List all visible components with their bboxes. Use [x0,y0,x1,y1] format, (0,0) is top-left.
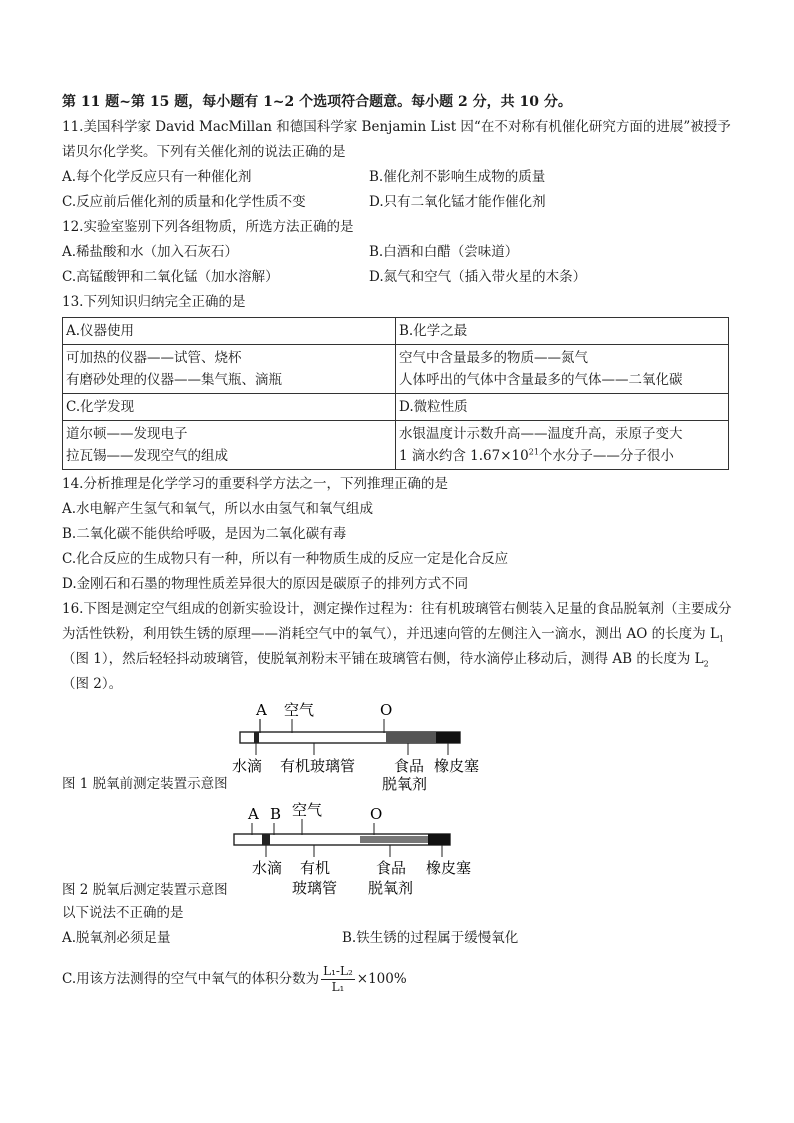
q13-cell-b-body [396,345,729,394]
q13-d-item1: 水银温度计示数升高——温度升高，汞原子变大 [399,426,683,442]
figure-1-apparatus [230,701,540,793]
fig1-label-o: O [380,701,393,719]
q12-options-row2 [62,265,732,290]
fig1-label-water: 水滴 [232,757,263,775]
q11-option-c: C.反应前后催化剂的质量和化学性质不变 [62,194,306,210]
q16-option-c [62,959,732,999]
q13-d-item2 [399,445,725,467]
q11-stem-line1: 11.美国科学家 David MacMillan 和德国科学家 Benjamin List 因“在不对称有机催化研究方面的进展”被授予 [62,119,731,135]
q12-option-a: A.稀盐酸和水（加入石灰石） [62,244,239,260]
q16-option-b: B.铁生锈的过程属于缓慢氧化 [342,930,519,946]
q13-cell-c-body [63,421,396,470]
fig1-label-deox: 脱氧剂 [382,775,428,793]
q11-options-row1 [62,165,732,190]
q13-d-item2-exponent: 21 [528,447,539,457]
q14-option-b: B.二氧化碳不能供给呼吸，是因为二氧化碳有毒 [62,526,347,542]
fig1-label-a: A [256,701,267,719]
q16-fraction-denominator: L₁ [331,980,345,994]
q14-stem: 14.分析推理是化学学习的重要科学方法之一，下列推理正确的是 [62,476,448,492]
question-12 [62,215,732,290]
q13-d-item2-text: 1 滴水约含 1.67×10 [399,448,529,464]
figure-2-row [62,795,732,901]
fig2-label-o: O [370,805,383,823]
fig2-label-water: 水滴 [252,859,283,877]
q16-option-c-text: C.用该方法测得的空气中氧气的体积分数为 [62,971,320,987]
q13-a-item2: 有磨砂处理的仪器——集气瓶、滴瓶 [66,372,282,388]
fig1-label-air: 空气 [284,701,315,719]
q13-cell-a-body [63,345,396,394]
q16-stem-part1: 16.下图是测定空气组成的创新实验设计，测定操作过程为：往有机玻璃管右侧装入足量的食品脱氧剂（主要成分为活性铁粉，利用铁生锈的原理——消耗空气中的氧气），并迅速向管的左侧注入一滴水，测出 AO 的长度为 L [62,601,732,642]
q16-ask: 以下说法不正确的是 [62,905,184,921]
fig2-label-air: 空气 [292,801,323,819]
fig2-label-a: A [248,805,259,823]
q16-sub-2: 2 [703,659,709,669]
question-14 [62,472,732,597]
figure-1-caption: 图 1 脱氧前测定装置示意图 [62,776,228,792]
q16-fraction-numerator: L₁-L₂ [323,964,353,978]
fig2-rubber-plug [428,834,450,845]
q13-knowledge-table [62,317,729,470]
q16-option-a: A.脱氧剂必须足量 [62,930,171,946]
question-16 [62,597,732,999]
q12-option-c: C.高锰酸钾和二氧化锰（加水溶解） [62,269,279,285]
fig2-water-drop [262,834,270,845]
q13-cell-a-head [63,318,396,345]
fig2-label-b: B [270,805,282,823]
q13-cell-d-body [396,421,729,470]
q11-option-d: D.只有二氧化锰才能作催化剂 [369,194,546,210]
q13-stem: 13.下列知识归纳完全正确的是 [62,294,246,310]
fig2-label-tube1: 有机 [300,859,331,877]
q13-d-item2-rest: 个水分子——分子很小 [538,448,674,464]
q11-options-row2 [62,190,732,215]
q13-cell-c-head [63,394,396,421]
q16-fraction [321,964,355,995]
fig2-label-tube2: 玻璃管 [292,879,338,897]
question-13 [62,290,732,470]
q13-a-item1: 可加热的仪器——试管、烧杯 [66,350,242,366]
fig2-label-food: 食品 [376,859,407,877]
figure-1-row [62,697,732,795]
q11-option-b: B.催化剂不影响生成物的质量 [369,169,546,185]
q16-stem [62,597,732,697]
q13-b-item1: 空气中含量最多的物质——氮气 [399,350,588,366]
fig1-water-drop [254,732,259,743]
q14-option-c: C.化合反应的生成物只有一种，所以有一种物质生成的反应一定是化合反应 [62,551,509,567]
q14-option-d: D.金刚石和石墨的物理性质差异很大的原因是碳原子的排列方式不同 [62,576,469,592]
q13-a-head: A.仪器使用 [66,323,135,339]
q11-option-a: A.每个化学反应只有一种催化剂 [62,169,252,185]
q11-stem-line2: 诺贝尔化学奖。下列有关催化剂的说法正确的是 [62,144,346,160]
q13-c-head: C.化学发现 [66,399,135,415]
q13-cell-b-head [396,318,729,345]
exam-page [62,90,732,999]
q16-stem-part2: （图 1），然后轻轻抖动玻璃管，使脱氧剂粉末平铺在玻璃管右侧，待水滴停止移动后，测得 AB 的长度为 L [62,651,704,667]
q12-option-b: B.白酒和白醋（尝味道） [369,244,519,260]
q13-d-head: D.微粒性质 [399,399,468,415]
question-11 [62,115,732,215]
fig1-label-plug: 橡皮塞 [434,757,480,775]
q16-sub-1: 1 [718,634,724,644]
q16-option-c-percent: ×100% [356,971,407,987]
q12-options-row1 [62,240,732,265]
q13-c-item1: 道尔顿——发现电子 [66,426,188,442]
q12-option-d: D.氮气和空气（插入带火星的木条） [369,269,587,285]
fig1-label-food: 食品 [394,757,425,775]
q16-stem-part3: （图 2）。 [62,676,123,692]
fig1-rubber-plug [436,732,460,743]
fig1-label-tube: 有机玻璃管 [280,757,356,775]
q16-options-row1 [62,926,732,951]
fig2-label-deox: 脱氧剂 [368,879,414,897]
q14-option-a: A.水电解产生氢气和氧气，所以水由氢气和氧气组成 [62,501,374,517]
section-header: 第 11 题~第 15 题，每小题有 1~2 个选项符合题意。每小题 2 分，共 10 分。 [62,94,572,110]
q12-stem: 12.实验室鉴别下列各组物质，所选方法正确的是 [62,219,354,235]
fig2-deoxidizer [360,836,428,843]
fig2-label-plug: 橡皮塞 [426,859,472,877]
figure-2-apparatus [230,801,540,901]
fig1-deoxidizer [386,732,436,743]
q13-c-item2: 拉瓦锡——发现空气的组成 [66,448,228,464]
q13-cell-d-head [396,394,729,421]
q13-b-item2: 人体呼出的气体中含量最多的气体——二氧化碳 [399,372,683,388]
q13-b-head: B.化学之最 [399,323,468,339]
figure-2-caption: 图 2 脱氧后测定装置示意图 [62,882,228,898]
